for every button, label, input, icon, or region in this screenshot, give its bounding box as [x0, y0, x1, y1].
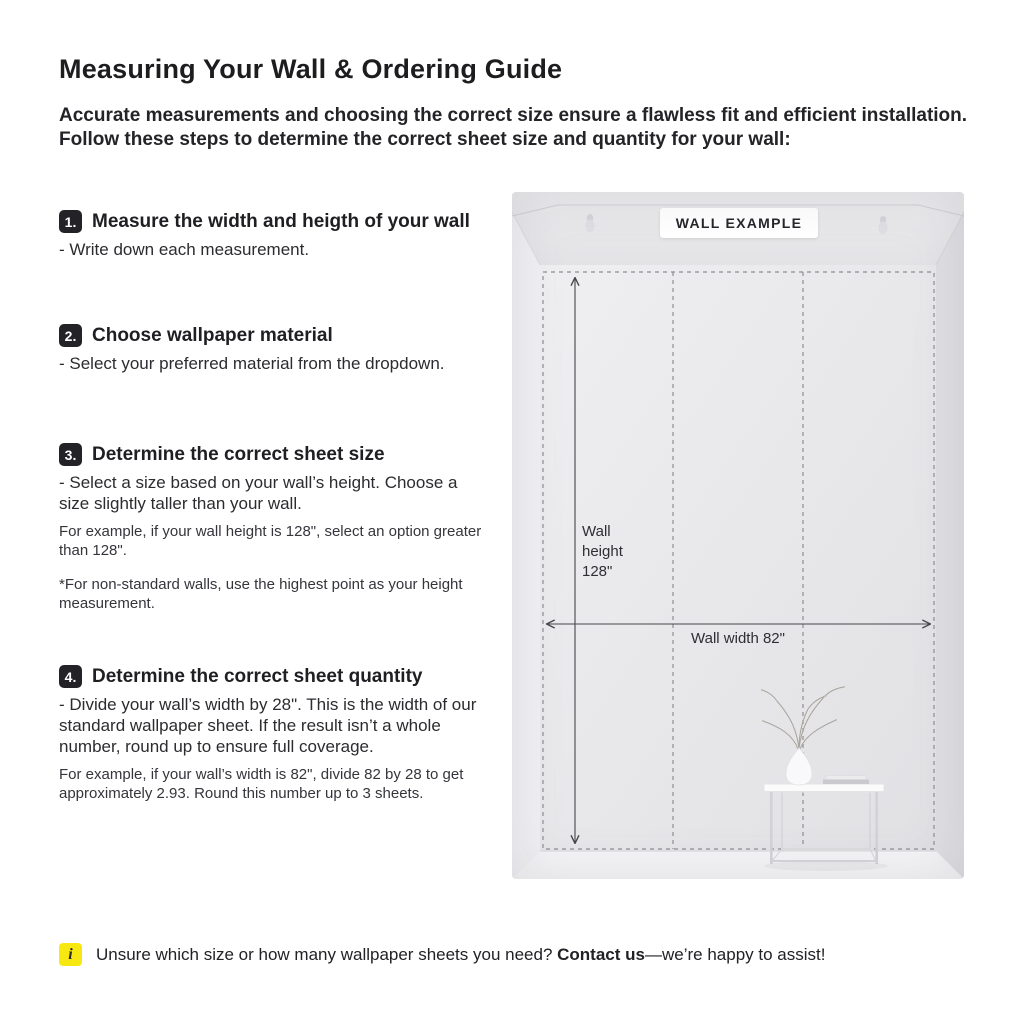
info-icon: i [59, 943, 82, 966]
help-note-before: Unsure which size or how many wallpaper sheets you need? [96, 944, 558, 964]
step-number-badge: 4. [59, 665, 82, 688]
help-note-after: —we’re happy to assist! [644, 944, 826, 964]
step-title: Choose wallpaper material [92, 324, 333, 346]
step-header [59, 443, 515, 466]
step-body: - Select a size based on your wall’s height. Choose a size slightly taller than your wall. [59, 473, 458, 513]
left-wall [512, 212, 540, 879]
floor-plane [512, 851, 964, 879]
step-title: Determine the correct sheet quantity [92, 665, 423, 687]
wall-height-label: Wall height 128" [582, 523, 623, 580]
step-header [59, 210, 515, 233]
step-item-2 [59, 324, 515, 374]
step-number-badge: 1. [59, 210, 82, 233]
page-title: Measuring Your Wall & Ordering Guide [59, 54, 563, 84]
step-item-3 [59, 443, 515, 613]
help-note-text [96, 945, 825, 965]
wall-width-label: Wall width 82" [691, 630, 785, 647]
right-wall [936, 212, 964, 879]
step-body: - Select your preferred material from the dropdown. [59, 354, 445, 373]
step-header [59, 665, 515, 688]
step-number-badge: 2. [59, 324, 82, 347]
wall-example-figure [512, 192, 964, 879]
step-body: - Write down each measurement. [59, 240, 310, 259]
help-note [59, 943, 825, 966]
step-item-1 [59, 210, 515, 260]
step-header [59, 324, 515, 347]
step-item-4 [59, 665, 515, 803]
room-illustration [512, 192, 964, 879]
step-body: - Divide your wall’s width by 28". This is the width of our standard wallpaper sheet. If the result isn’t a whole number, round up to ensure full coverage. [59, 695, 477, 756]
step-example: For example, if your wall height is 128", select an option greater than 128". [59, 523, 482, 559]
step-example: For example, if your wall’s width is 82", divide 82 by 28 to get approximately 2.93. Round this number up to 3 sheets. [59, 766, 464, 802]
step-note: *For non-standard walls, use the highest point as your height measurement. [59, 576, 463, 612]
contact-us-link[interactable]: Contact us [557, 944, 645, 964]
wall-example-badge: WALL EXAMPLE [660, 208, 818, 238]
step-title: Determine the correct sheet size [92, 443, 385, 465]
step-number-badge: 3. [59, 443, 82, 466]
intro-text: Accurate measurements and choosing the correct size ensure a flawless fit and efficient installation. Follow these steps to determine the correct sheet size and quantity for your wall: [59, 105, 968, 150]
step-title: Measure the width and heigth of your wall [92, 210, 470, 232]
